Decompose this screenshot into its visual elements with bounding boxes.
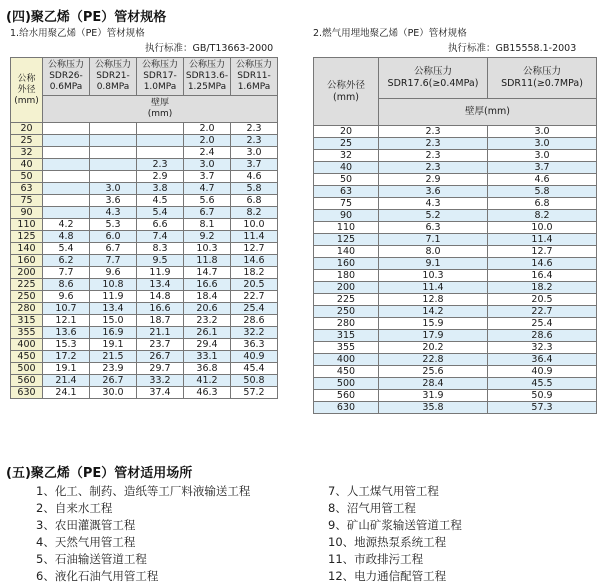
- table-row: [314, 162, 597, 174]
- wall-thickness-cell: 3.7: [231, 159, 278, 171]
- wall-thickness-cell: 7.7: [90, 255, 137, 267]
- wall-thickness-cell: 35.8: [379, 402, 488, 414]
- wall-thickness-header: 壁厚(mm): [379, 99, 597, 126]
- wall-thickness-cell: 9.5: [137, 255, 184, 267]
- dn-cell: 560: [11, 375, 43, 387]
- dn-cell: 40: [11, 159, 43, 171]
- wall-thickness-cell: 26.1: [184, 327, 231, 339]
- wall-thickness-cell: 15.0: [90, 315, 137, 327]
- wall-thickness-cell: 23.2: [184, 315, 231, 327]
- table-row: [314, 126, 597, 138]
- table-row: [314, 330, 597, 342]
- dn-header: 公称 外径 (mm): [11, 58, 43, 123]
- dn-cell: 280: [314, 318, 379, 330]
- wall-thickness-cell: 14.7: [184, 267, 231, 279]
- wall-thickness-cell: 9.6: [90, 267, 137, 279]
- dn-cell: 250: [314, 306, 379, 318]
- wall-thickness-cell: 8.2: [488, 210, 597, 222]
- table-row: [11, 123, 278, 135]
- wall-thickness-cell: 26.7: [90, 375, 137, 387]
- wall-thickness-cell: 10.3: [184, 243, 231, 255]
- wall-thickness-cell: 22.7: [231, 291, 278, 303]
- wall-thickness-cell: 28.4: [379, 378, 488, 390]
- wall-thickness-cell: 24.1: [43, 387, 90, 399]
- wall-thickness-cell: 10.8: [90, 279, 137, 291]
- table-row: [11, 339, 278, 351]
- table-row: [314, 258, 597, 270]
- wall-thickness-cell: 45.5: [488, 378, 597, 390]
- dn-cell: 450: [314, 366, 379, 378]
- wall-thickness-cell: 9.2: [184, 231, 231, 243]
- gas-pipe-spec-table: [313, 57, 597, 414]
- table-row: [314, 378, 597, 390]
- dn-cell: 40: [314, 162, 379, 174]
- dn-cell: 75: [11, 195, 43, 207]
- wall-thickness-cell: 6.6: [137, 219, 184, 231]
- wall-thickness-cell: 9.6: [43, 291, 90, 303]
- table-row: [11, 183, 278, 195]
- wall-thickness-cell: 11.9: [90, 291, 137, 303]
- wall-thickness-cell: 40.9: [231, 351, 278, 363]
- wall-thickness-cell: 18.2: [488, 282, 597, 294]
- wall-thickness-cell: 29.4: [184, 339, 231, 351]
- wall-thickness-cell: 31.9: [379, 390, 488, 402]
- wall-thickness-cell: [90, 171, 137, 183]
- dn-cell: 25: [11, 135, 43, 147]
- wall-thickness-cell: 26.7: [137, 351, 184, 363]
- wall-thickness-cell: 6.7: [90, 243, 137, 255]
- wall-thickness-cell: [137, 135, 184, 147]
- dn-cell: 200: [11, 267, 43, 279]
- wall-thickness-cell: 25.4: [231, 303, 278, 315]
- table-row: [11, 315, 278, 327]
- wall-thickness-cell: 13.4: [137, 279, 184, 291]
- wall-thickness-cell: 5.6: [184, 195, 231, 207]
- wall-thickness-cell: 10.0: [231, 219, 278, 231]
- wall-thickness-cell: 6.8: [231, 195, 278, 207]
- wall-thickness-cell: 20.2: [379, 342, 488, 354]
- wall-thickness-cell: 2.3: [379, 150, 488, 162]
- wall-thickness-cell: 3.6: [90, 195, 137, 207]
- wall-thickness-cell: 15.9: [379, 318, 488, 330]
- table-row: [11, 351, 278, 363]
- table-row: [11, 387, 278, 399]
- table-row: [11, 171, 278, 183]
- dn-cell: 630: [11, 387, 43, 399]
- pressure-header: 公称压力 SDR17.6(≥0.4MPa): [379, 58, 488, 99]
- table-row: [11, 303, 278, 315]
- wall-thickness-cell: 33.2: [137, 375, 184, 387]
- wall-thickness-cell: 3.0: [488, 150, 597, 162]
- wall-thickness-cell: 8.0: [379, 246, 488, 258]
- table-row: [314, 186, 597, 198]
- wall-thickness-cell: 2.3: [379, 138, 488, 150]
- table-row: [314, 294, 597, 306]
- wall-thickness-cell: 57.2: [231, 387, 278, 399]
- dn-cell: 90: [11, 207, 43, 219]
- wall-thickness-cell: 18.4: [184, 291, 231, 303]
- dn-cell: 50: [11, 171, 43, 183]
- table-row: [11, 327, 278, 339]
- dn-cell: 140: [314, 246, 379, 258]
- wall-thickness-cell: 3.0: [231, 147, 278, 159]
- wall-thickness-cell: 45.4: [231, 363, 278, 375]
- wall-thickness-cell: 5.8: [488, 186, 597, 198]
- wall-thickness-header: 壁厚 (mm): [43, 96, 278, 123]
- wall-thickness-cell: 33.1: [184, 351, 231, 363]
- wall-thickness-cell: 13.6: [43, 327, 90, 339]
- table-row: [314, 150, 597, 162]
- table-row: [314, 138, 597, 150]
- wall-thickness-cell: 20.5: [231, 279, 278, 291]
- wall-thickness-cell: 14.6: [488, 258, 597, 270]
- dn-cell: 630: [314, 402, 379, 414]
- wall-thickness-cell: 4.8: [43, 231, 90, 243]
- wall-thickness-cell: 21.5: [90, 351, 137, 363]
- table-row: [11, 279, 278, 291]
- wall-thickness-cell: 22.8: [379, 354, 488, 366]
- usage-item: 10、地源热泵系统工程: [328, 535, 447, 549]
- wall-thickness-cell: 12.8: [379, 294, 488, 306]
- wall-thickness-cell: [90, 123, 137, 135]
- wall-thickness-cell: 16.6: [184, 279, 231, 291]
- wall-thickness-cell: 3.0: [90, 183, 137, 195]
- wall-thickness-cell: 29.7: [137, 363, 184, 375]
- wall-thickness-cell: 46.3: [184, 387, 231, 399]
- wall-thickness-cell: 5.2: [379, 210, 488, 222]
- table-row: [11, 195, 278, 207]
- usage-item: 2、自来水工程: [36, 501, 113, 515]
- wall-thickness-cell: 40.9: [488, 366, 597, 378]
- dn-cell: 315: [11, 315, 43, 327]
- table-row: [11, 135, 278, 147]
- dn-cell: 400: [314, 354, 379, 366]
- wall-thickness-cell: 2.3: [379, 126, 488, 138]
- dn-cell: 20: [314, 126, 379, 138]
- wall-thickness-cell: 11.4: [231, 231, 278, 243]
- wall-thickness-cell: 18.7: [137, 315, 184, 327]
- wall-thickness-cell: 17.2: [43, 351, 90, 363]
- pressure-header: 公称压力 SDR13.6- 1.25MPa: [184, 58, 231, 96]
- dn-cell: 400: [11, 339, 43, 351]
- wall-thickness-cell: 11.4: [488, 234, 597, 246]
- dn-cell: 560: [314, 390, 379, 402]
- wall-thickness-cell: 36.4: [488, 354, 597, 366]
- pressure-header: 公称压力 SDR11- 1.6MPa: [231, 58, 278, 96]
- wall-thickness-cell: 2.0: [184, 135, 231, 147]
- dn-header: 公称外径 (mm): [314, 58, 379, 126]
- wall-thickness-cell: 57.3: [488, 402, 597, 414]
- table-row: [11, 255, 278, 267]
- dn-cell: 200: [314, 282, 379, 294]
- wall-thickness-cell: 2.3: [231, 135, 278, 147]
- table-row: [314, 234, 597, 246]
- usage-item: 1、化工、制药、造纸等工厂料液输送工程: [36, 484, 251, 498]
- dn-cell: 32: [314, 150, 379, 162]
- right-subtitle: 2.燃气用埋地聚乙烯（PE）管材规格: [313, 28, 467, 39]
- wall-thickness-cell: 5.8: [231, 183, 278, 195]
- wall-thickness-cell: 8.2: [231, 207, 278, 219]
- wall-thickness-cell: [137, 123, 184, 135]
- dn-cell: 500: [314, 378, 379, 390]
- wall-thickness-cell: [43, 207, 90, 219]
- wall-thickness-cell: 3.8: [137, 183, 184, 195]
- dn-cell: 63: [11, 183, 43, 195]
- table-row: [11, 267, 278, 279]
- wall-thickness-cell: 2.3: [137, 159, 184, 171]
- usage-item: 7、人工煤气用管工程: [328, 484, 439, 498]
- dn-cell: 63: [314, 186, 379, 198]
- table-row: [314, 318, 597, 330]
- wall-thickness-cell: 12.7: [488, 246, 597, 258]
- table-row: [314, 198, 597, 210]
- usage-item: 8、沼气用管工程: [328, 501, 416, 515]
- table-row: [314, 210, 597, 222]
- wall-thickness-cell: 22.7: [488, 306, 597, 318]
- wall-thickness-cell: 23.9: [90, 363, 137, 375]
- dn-cell: 225: [11, 279, 43, 291]
- table-row: [314, 174, 597, 186]
- wall-thickness-cell: 3.6: [379, 186, 488, 198]
- pressure-header: 公称压力 SDR17- 1.0MPa: [137, 58, 184, 96]
- wall-thickness-cell: 7.4: [137, 231, 184, 243]
- wall-thickness-cell: 4.3: [90, 207, 137, 219]
- section5-title: (五)聚乙烯（PE）管材适用场所: [6, 466, 193, 481]
- usage-item: 11、市政排污工程: [328, 552, 424, 566]
- wall-thickness-cell: 4.6: [488, 174, 597, 186]
- wall-thickness-cell: [43, 147, 90, 159]
- wall-thickness-cell: 11.4: [379, 282, 488, 294]
- wall-thickness-cell: 19.1: [90, 339, 137, 351]
- dn-cell: 20: [11, 123, 43, 135]
- wall-thickness-cell: 28.6: [488, 330, 597, 342]
- usage-item: 12、电力通信配管工程: [328, 569, 447, 583]
- section4-title: (四)聚乙烯（PE）管材规格: [6, 10, 167, 25]
- pressure-header: 公称压力 SDR21- 0.8MPa: [90, 58, 137, 96]
- dn-cell: 250: [11, 291, 43, 303]
- table-row: [314, 246, 597, 258]
- wall-thickness-cell: 37.4: [137, 387, 184, 399]
- pressure-header: 公称压力 SDR26- 0.6MPa: [43, 58, 90, 96]
- dn-cell: 450: [11, 351, 43, 363]
- left-standard: 执行标准：GB/T13663-2000: [145, 43, 274, 54]
- wall-thickness-cell: 10.7: [43, 303, 90, 315]
- wall-thickness-cell: 36.8: [184, 363, 231, 375]
- wall-thickness-cell: 12.1: [43, 315, 90, 327]
- dn-cell: 125: [314, 234, 379, 246]
- table-row: [314, 402, 597, 414]
- dn-cell: 25: [314, 138, 379, 150]
- wall-thickness-cell: 6.0: [90, 231, 137, 243]
- table-row: [314, 306, 597, 318]
- wall-thickness-cell: 3.0: [184, 159, 231, 171]
- dn-cell: 225: [314, 294, 379, 306]
- wall-thickness-cell: 32.3: [488, 342, 597, 354]
- table-row: [314, 390, 597, 402]
- table-row: [11, 375, 278, 387]
- left-subtitle: 1.给水用聚乙烯（PE）管材规格: [10, 28, 145, 39]
- wall-thickness-cell: 2.0: [184, 123, 231, 135]
- wall-thickness-cell: 2.3: [379, 162, 488, 174]
- table-row: [314, 354, 597, 366]
- wall-thickness-cell: 14.6: [231, 255, 278, 267]
- dn-cell: 32: [11, 147, 43, 159]
- wall-thickness-cell: 2.3: [231, 123, 278, 135]
- wall-thickness-cell: [137, 147, 184, 159]
- wall-thickness-cell: [90, 135, 137, 147]
- dn-cell: 75: [314, 198, 379, 210]
- wall-thickness-cell: 32.2: [231, 327, 278, 339]
- wall-thickness-cell: 14.8: [137, 291, 184, 303]
- wall-thickness-cell: 6.7: [184, 207, 231, 219]
- wall-thickness-cell: 11.9: [137, 267, 184, 279]
- water-pipe-spec-table: [10, 57, 278, 399]
- wall-thickness-cell: [43, 195, 90, 207]
- wall-thickness-cell: 30.0: [90, 387, 137, 399]
- wall-thickness-cell: 4.7: [184, 183, 231, 195]
- wall-thickness-cell: [43, 123, 90, 135]
- wall-thickness-cell: 41.2: [184, 375, 231, 387]
- wall-thickness-cell: 4.2: [43, 219, 90, 231]
- wall-thickness-cell: 50.8: [231, 375, 278, 387]
- table-row: [11, 219, 278, 231]
- wall-thickness-cell: 4.5: [137, 195, 184, 207]
- wall-thickness-cell: 13.4: [90, 303, 137, 315]
- wall-thickness-cell: 16.4: [488, 270, 597, 282]
- wall-thickness-cell: 2.9: [379, 174, 488, 186]
- dn-cell: 50: [314, 174, 379, 186]
- dn-cell: 110: [11, 219, 43, 231]
- table-row: [11, 231, 278, 243]
- wall-thickness-cell: 6.8: [488, 198, 597, 210]
- table-row: [314, 222, 597, 234]
- usage-item: 4、天然气用管工程: [36, 535, 136, 549]
- table-row: [11, 363, 278, 375]
- dn-cell: 280: [11, 303, 43, 315]
- table-row: [314, 282, 597, 294]
- wall-thickness-cell: 3.0: [488, 126, 597, 138]
- wall-thickness-cell: 50.9: [488, 390, 597, 402]
- wall-thickness-cell: [90, 159, 137, 171]
- wall-thickness-cell: 2.4: [184, 147, 231, 159]
- wall-thickness-cell: 3.7: [488, 162, 597, 174]
- wall-thickness-cell: 19.1: [43, 363, 90, 375]
- dn-cell: 160: [314, 258, 379, 270]
- table-row: [314, 366, 597, 378]
- dn-cell: 355: [11, 327, 43, 339]
- wall-thickness-cell: 3.0: [488, 138, 597, 150]
- wall-thickness-cell: 20.5: [488, 294, 597, 306]
- wall-thickness-cell: 2.9: [137, 171, 184, 183]
- wall-thickness-cell: [90, 147, 137, 159]
- usage-item: 3、农田灌溉管工程: [36, 518, 136, 532]
- wall-thickness-cell: 25.6: [379, 366, 488, 378]
- dn-cell: 140: [11, 243, 43, 255]
- dn-cell: 90: [314, 210, 379, 222]
- wall-thickness-cell: 12.7: [231, 243, 278, 255]
- wall-thickness-cell: 23.7: [137, 339, 184, 351]
- table-row: [11, 159, 278, 171]
- wall-thickness-cell: [43, 159, 90, 171]
- table-row: [11, 207, 278, 219]
- wall-thickness-cell: 5.4: [43, 243, 90, 255]
- dn-cell: 500: [11, 363, 43, 375]
- wall-thickness-cell: 8.3: [137, 243, 184, 255]
- wall-thickness-cell: 4.6: [231, 171, 278, 183]
- wall-thickness-cell: 18.2: [231, 267, 278, 279]
- wall-thickness-cell: 3.7: [184, 171, 231, 183]
- wall-thickness-cell: [43, 171, 90, 183]
- wall-thickness-cell: 5.3: [90, 219, 137, 231]
- wall-thickness-cell: 14.2: [379, 306, 488, 318]
- wall-thickness-cell: 36.3: [231, 339, 278, 351]
- wall-thickness-cell: 16.9: [90, 327, 137, 339]
- dn-cell: 160: [11, 255, 43, 267]
- wall-thickness-cell: 21.4: [43, 375, 90, 387]
- wall-thickness-cell: 8.6: [43, 279, 90, 291]
- wall-thickness-cell: 8.1: [184, 219, 231, 231]
- wall-thickness-cell: 6.3: [379, 222, 488, 234]
- wall-thickness-cell: 7.1: [379, 234, 488, 246]
- wall-thickness-cell: 6.2: [43, 255, 90, 267]
- wall-thickness-cell: 16.6: [137, 303, 184, 315]
- wall-thickness-cell: 20.6: [184, 303, 231, 315]
- table-row: [11, 243, 278, 255]
- right-standard: 执行标准：GB15558.1-2003: [448, 43, 577, 54]
- wall-thickness-cell: 28.6: [231, 315, 278, 327]
- wall-thickness-cell: 5.4: [137, 207, 184, 219]
- dn-cell: 110: [314, 222, 379, 234]
- dn-cell: 355: [314, 342, 379, 354]
- wall-thickness-cell: 10.3: [379, 270, 488, 282]
- table-row: [314, 270, 597, 282]
- wall-thickness-cell: [43, 183, 90, 195]
- usage-item: 5、石油输送管道工程: [36, 552, 147, 566]
- dn-cell: 315: [314, 330, 379, 342]
- table-row: [11, 291, 278, 303]
- usage-item: 9、矿山矿浆输送管道工程: [328, 518, 462, 532]
- wall-thickness-cell: 25.4: [488, 318, 597, 330]
- usage-item: 6、液化石油气用管工程: [36, 569, 159, 583]
- wall-thickness-cell: 17.9: [379, 330, 488, 342]
- wall-thickness-cell: 7.7: [43, 267, 90, 279]
- wall-thickness-cell: 21.1: [137, 327, 184, 339]
- wall-thickness-cell: 9.1: [379, 258, 488, 270]
- dn-cell: 180: [314, 270, 379, 282]
- wall-thickness-cell: 11.8: [184, 255, 231, 267]
- wall-thickness-cell: [43, 135, 90, 147]
- wall-thickness-cell: 4.3: [379, 198, 488, 210]
- table-row: [314, 342, 597, 354]
- wall-thickness-cell: 15.3: [43, 339, 90, 351]
- wall-thickness-cell: 10.0: [488, 222, 597, 234]
- table-row: [11, 147, 278, 159]
- dn-cell: 125: [11, 231, 43, 243]
- pressure-header: 公称压力 SDR11(≥0.7MPa): [488, 58, 597, 99]
